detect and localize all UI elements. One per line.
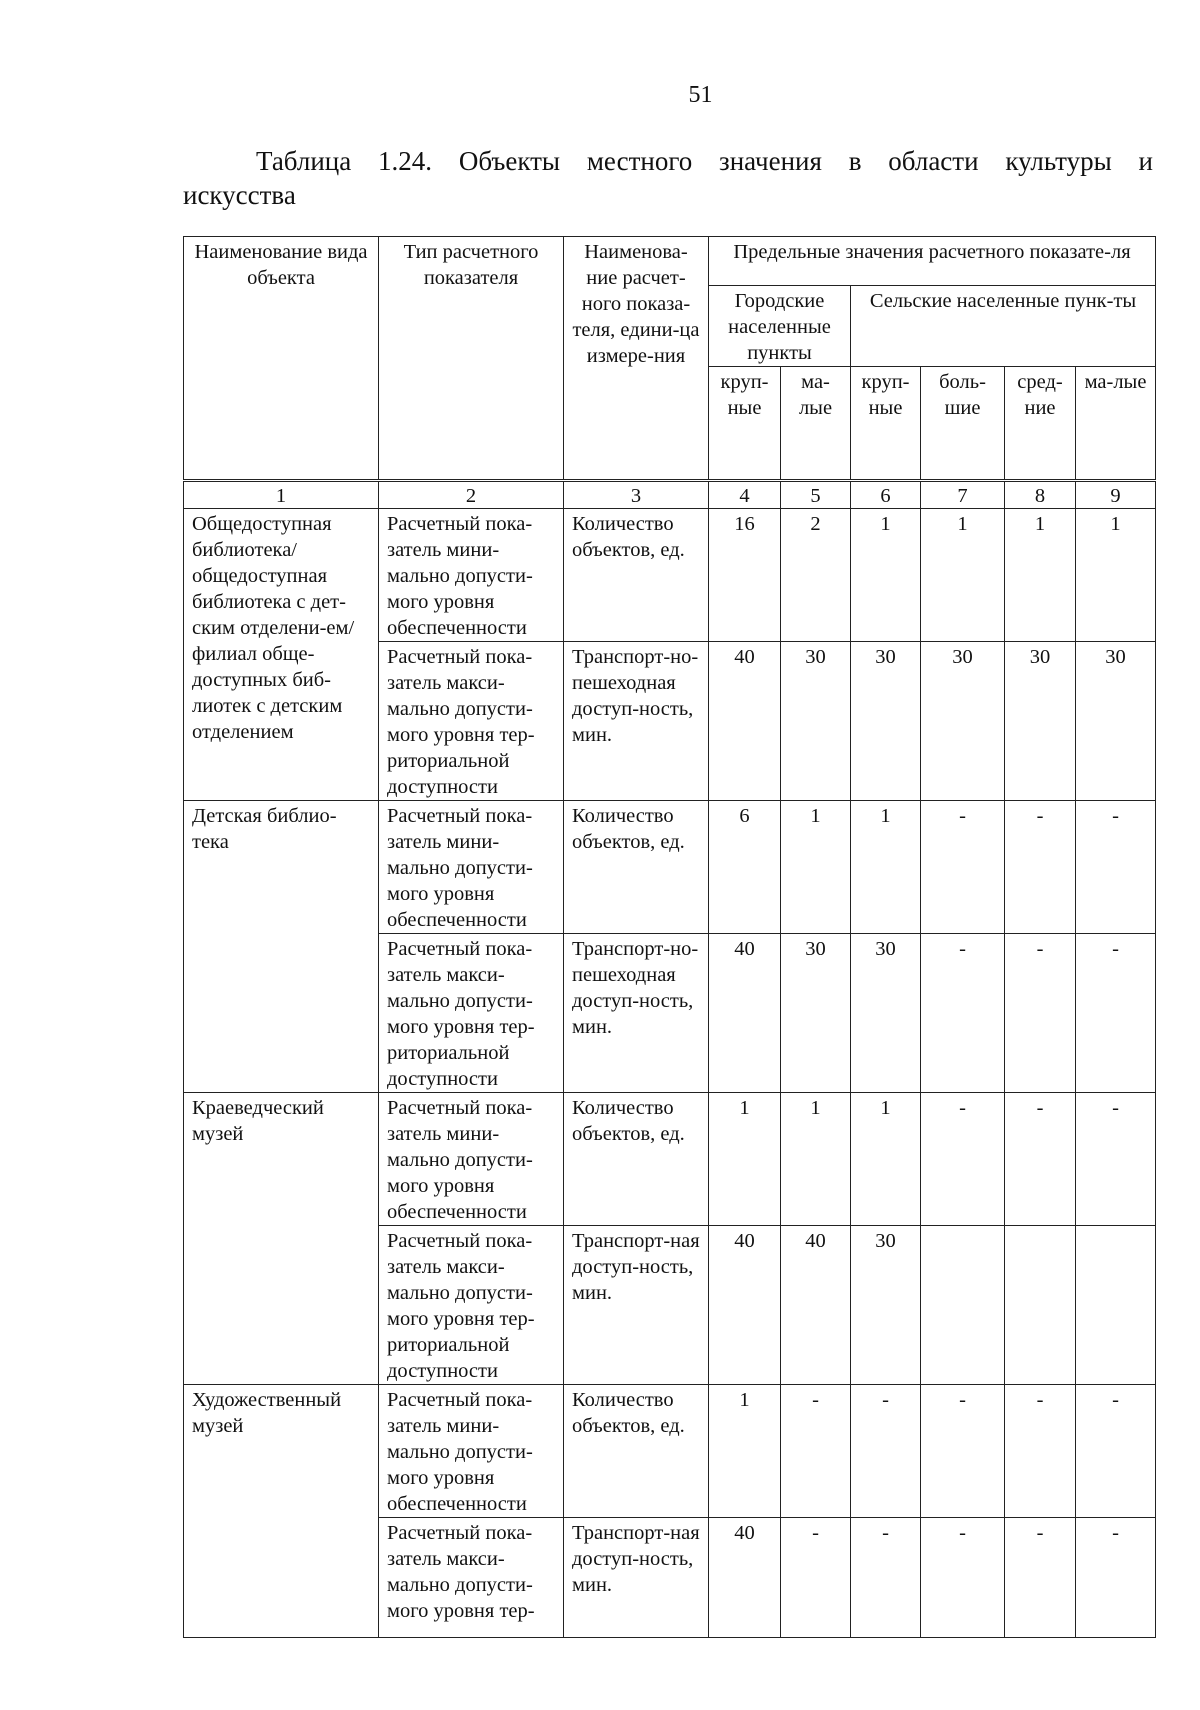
object-kind-cell: Детская библио-тека [184, 801, 379, 1093]
value-cell: 30 [851, 934, 921, 1093]
column-number: 1 [184, 481, 379, 509]
value-cell: - [921, 1093, 1005, 1226]
value-cell: - [851, 1385, 921, 1518]
value-cell: 40 [709, 934, 781, 1093]
column-number: 6 [851, 481, 921, 509]
value-cell: - [1005, 934, 1076, 1093]
value-cell: 1 [851, 1093, 921, 1226]
value-cell: 1 [1005, 509, 1076, 642]
header-rural: Сельские населенные пунк-ты [851, 286, 1156, 367]
value-cell: - [1005, 1093, 1076, 1226]
indicator-type-cell: Расчетный пока-затель мини-мально допусти-мого уровня обеспеченности [379, 801, 564, 934]
indicator-unit-cell: Количество объектов, ед. [564, 1385, 709, 1518]
page-number: 51 [688, 82, 713, 108]
value-cell [1005, 1226, 1076, 1385]
value-cell [1076, 1226, 1156, 1385]
header-rural-big: боль-шие [921, 367, 1005, 481]
object-kind-cell: Художественный музей [184, 1385, 379, 1638]
value-cell: 16 [709, 509, 781, 642]
indicator-type-cell: Расчетный пока-затель мини-мально допусти-мого уровня обеспеченности [379, 1385, 564, 1518]
value-cell: 40 [781, 1226, 851, 1385]
value-cell: - [1076, 1093, 1156, 1226]
column-number: 8 [1005, 481, 1076, 509]
culture-objects-table [183, 236, 1156, 1638]
value-cell: 30 [1076, 642, 1156, 801]
value-cell: 1 [851, 509, 921, 642]
caption-line-1: Таблица 1.24. Объекты местного значения в области культуры и [256, 146, 1153, 176]
header-limit-values: Предельные значения расчетного показате-ля [709, 237, 1156, 286]
value-cell: - [921, 934, 1005, 1093]
value-cell: - [1076, 801, 1156, 934]
header-indicator-name: Наименова-ние расчет-ного показа-теля, едини-ца измере-ния [564, 237, 709, 481]
value-cell: - [1076, 1518, 1156, 1638]
indicator-unit-cell: Транспорт-ная доступ-ность, мин. [564, 1518, 709, 1638]
header-rural-medium: сред-ние [1005, 367, 1076, 481]
header-rural-large: круп-ные [851, 367, 921, 481]
header-rural-small: ма-лые [1076, 367, 1156, 481]
table-row [184, 1093, 1156, 1226]
value-cell: - [921, 1518, 1005, 1638]
indicator-unit-cell: Транспорт-ная доступ-ность, мин. [564, 1226, 709, 1385]
column-number: 7 [921, 481, 1005, 509]
caption-line-2: искусства [183, 180, 296, 210]
value-cell: 30 [1005, 642, 1076, 801]
indicator-unit-cell: Количество объектов, ед. [564, 801, 709, 934]
column-number: 5 [781, 481, 851, 509]
column-number: 9 [1076, 481, 1156, 509]
value-cell: 30 [851, 1226, 921, 1385]
table-row [184, 801, 1156, 934]
table-row [184, 1385, 1156, 1518]
value-cell: 1 [709, 1385, 781, 1518]
value-cell: 40 [709, 1226, 781, 1385]
column-number: 2 [379, 481, 564, 509]
table-caption [183, 144, 1153, 212]
value-cell: - [1005, 1518, 1076, 1638]
value-cell: 1 [781, 1093, 851, 1226]
value-cell: 1 [709, 1093, 781, 1226]
object-kind-cell: Общедоступная библиотека/ общедоступная библиотека с дет-ским отделени-ем/филиал обще-доступных биб-лиотек с детским отделением [184, 509, 379, 801]
value-cell [921, 1226, 1005, 1385]
column-number: 4 [709, 481, 781, 509]
value-cell: 1 [851, 801, 921, 934]
header-urban-small: ма-лые [781, 367, 851, 481]
value-cell: 1 [1076, 509, 1156, 642]
value-cell: - [1076, 1385, 1156, 1518]
indicator-type-cell: Расчетный пока-затель макси-мально допусти-мого уровня тер-риториальной доступности [379, 642, 564, 801]
value-cell: 1 [921, 509, 1005, 642]
indicator-type-cell: Расчетный пока-затель макси-мально допусти-мого уровня тер-риториальной доступности [379, 1226, 564, 1385]
value-cell: - [921, 1385, 1005, 1518]
value-cell: 1 [781, 801, 851, 934]
indicator-unit-cell: Транспорт-но-пешеходная доступ-ность, мин. [564, 642, 709, 801]
indicator-unit-cell: Транспорт-но-пешеходная доступ-ность, мин. [564, 934, 709, 1093]
value-cell: 30 [781, 934, 851, 1093]
value-cell: 30 [851, 642, 921, 801]
value-cell: 6 [709, 801, 781, 934]
header-object-kind: Наименование вида объекта [184, 237, 379, 481]
object-kind-cell: Краеведческий музей [184, 1093, 379, 1385]
value-cell: - [1005, 1385, 1076, 1518]
value-cell: 2 [781, 509, 851, 642]
value-cell: - [1076, 934, 1156, 1093]
indicator-unit-cell: Количество объектов, ед. [564, 1093, 709, 1226]
value-cell: 40 [709, 1518, 781, 1638]
header-urban-large: круп-ные [709, 367, 781, 481]
header-indicator-type: Тип расчетного показателя [379, 237, 564, 481]
indicator-type-cell: Расчетный пока-затель мини-мально допусти-мого уровня обеспеченности [379, 1093, 564, 1226]
value-cell: 30 [781, 642, 851, 801]
indicator-type-cell: Расчетный пока-затель макси-мально допусти-мого уровня тер- [379, 1518, 564, 1638]
indicator-type-cell: Расчетный пока-затель мини-мально допусти-мого уровня обеспеченности [379, 509, 564, 642]
column-number: 3 [564, 481, 709, 509]
value-cell: - [781, 1518, 851, 1638]
column-numbers-row [184, 481, 1156, 509]
value-cell: - [921, 801, 1005, 934]
value-cell: - [781, 1385, 851, 1518]
value-cell: - [851, 1518, 921, 1638]
header-urban: Городские населенные пункты [709, 286, 851, 367]
indicator-unit-cell: Количество объектов, ед. [564, 509, 709, 642]
table-row [184, 509, 1156, 642]
value-cell: 30 [921, 642, 1005, 801]
indicator-type-cell: Расчетный пока-затель макси-мально допусти-мого уровня тер-риториальной доступности [379, 934, 564, 1093]
value-cell: - [1005, 801, 1076, 934]
value-cell: 40 [709, 642, 781, 801]
